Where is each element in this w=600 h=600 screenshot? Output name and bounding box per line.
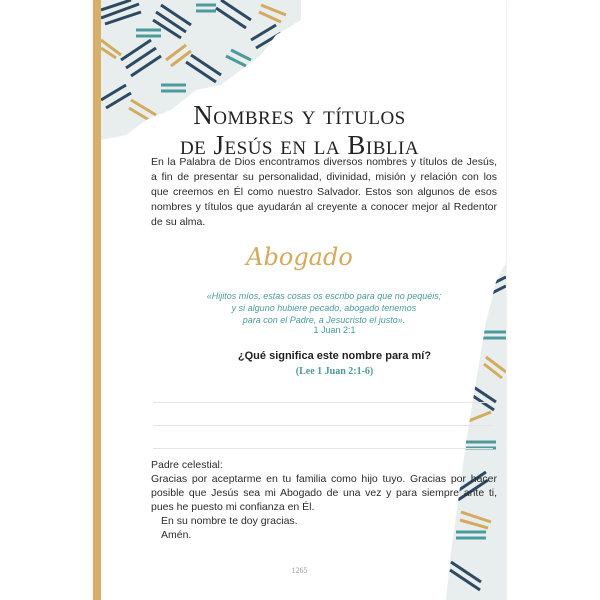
page-title [93, 100, 506, 160]
verse-reference: 1 Juan 2:1 [313, 325, 356, 335]
writing-line[interactable] [153, 426, 493, 449]
verse-line-1: «Hijitos míos, estas cosas os escribo para que no pequéis; [206, 291, 442, 301]
writing-line[interactable] [153, 403, 493, 426]
page-number: 1265 [291, 566, 308, 575]
reflection-question: ¿Qué significa este nombre para mí? [237, 350, 432, 362]
verse-line-2: y si alguno hubiere pecado, abogado tenemos [231, 303, 417, 313]
prayer-closing: En su nombre te doy gracias. [161, 515, 298, 527]
verse-quote [151, 290, 497, 326]
prayer-section [151, 458, 497, 542]
title-line-1: Nombres y títulos [193, 100, 406, 130]
verse-line-3: para con el Padre, a Jesucristo el justo». [242, 315, 406, 325]
prayer-greeting: Padre celestial: [151, 459, 223, 471]
writing-line[interactable] [153, 380, 493, 403]
intro-paragraph: En la Palabra de Dios encontramos diversos nombres y títulos de Jesús, a fin de presentar su personalidad, divinidad, misión y relación con los que creemos en Él como nuestro Salvador. Estos son algunos de esos nombres y títulos que ayudarán al creyente a conocer mejor al Redentor de su alma. [151, 156, 497, 228]
prayer-amen: Amén. [161, 529, 192, 541]
reflection-reference: (Lee 1 Juan 2:1-6) [295, 366, 374, 377]
writing-lines[interactable] [153, 380, 493, 449]
book-page [93, 0, 506, 600]
prayer-body: Gracias por aceptarme en tu familia como hijo tuyo. Gracias por hacer posible que Jesús sea mi Abogado de una vez y para siempre ante ti, pues he puesto mi confianza en Él. [151, 473, 497, 513]
title-line-2: de Jesús en la Biblia [179, 130, 420, 160]
name-heading: Abogado [246, 243, 353, 271]
page-spine [93, 0, 101, 600]
